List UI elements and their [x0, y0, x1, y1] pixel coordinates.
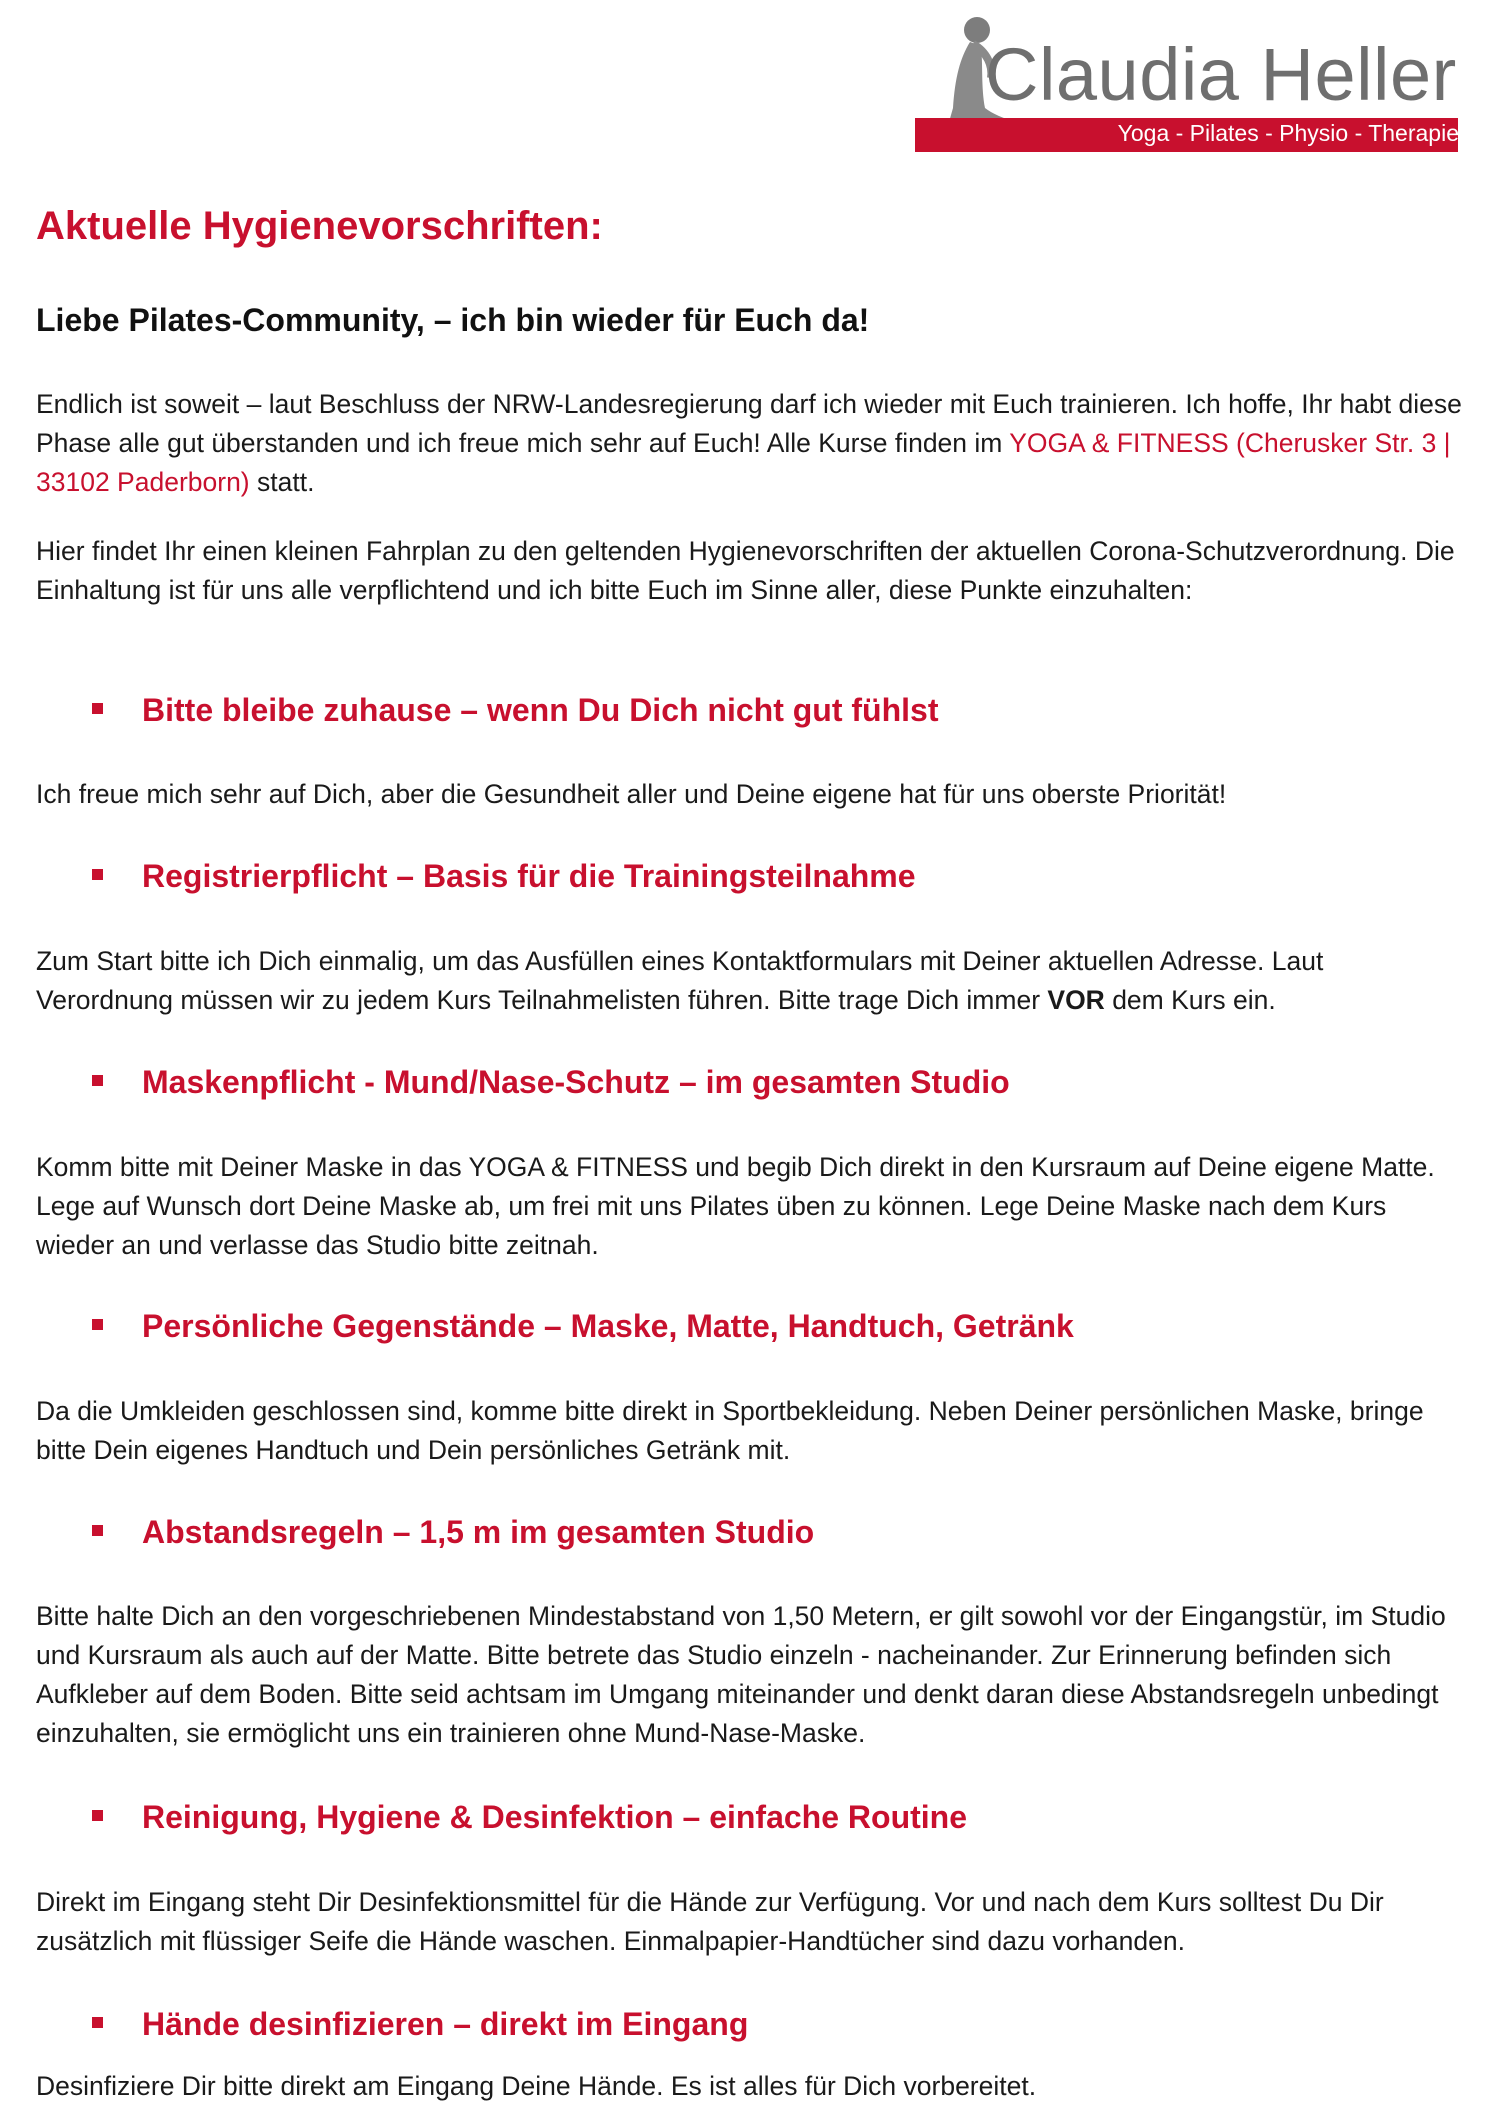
section-heading-cleaning: Reinigung, Hygiene & Desinfektion – einfache Routine — [92, 1799, 967, 1836]
section-heading-stay-home: Bitte bleibe zuhause – wenn Du Dich nicht gut fühlst — [92, 692, 938, 729]
bullet-square-icon — [92, 2017, 103, 2028]
section-heading-distance: Abstandsregeln – 1,5 m im gesamten Studio — [92, 1514, 814, 1551]
page-title: Aktuelle Hygienevorschriften: — [36, 204, 603, 248]
section-heading-mask: Maskenpflicht - Mund/Nase-Schutz – im gesamten Studio — [92, 1064, 1010, 1101]
intro-text: Endlich ist soweit – laut Beschluss der NRW-Landesregierung darf ich wieder mit Euch trainieren. Ich hoffe, Ihr habt diese Phase alle gut überstanden und ich freue mich sehr auf Euch! Alle Kurse finden im — [36, 389, 1462, 458]
section-heading-personal-items: Persönliche Gegenstände – Maske, Matte, Handtuch, Getränk — [92, 1308, 1074, 1345]
roadmap-paragraph: Hier findet Ihr einen kleinen Fahrplan zu den geltenden Hygienevorschriften der aktuellen Corona-Schutzverordnung. Die Einhaltung ist für uns alle verpflichtend und ich bitte Euch im Sinne aller, diese Punkte einzuhalten: — [36, 536, 1455, 605]
intro-text-end: statt. — [249, 467, 315, 497]
section-body-stay-home: Ich freue mich sehr auf Dich, aber die Gesundheit aller und Deine eigene hat für uns oberste Priorität! — [36, 779, 1227, 809]
bullet-square-icon — [92, 1319, 103, 1330]
intro-paragraph — [36, 385, 1466, 502]
bullet-square-icon — [92, 1810, 103, 1821]
bullet-square-icon — [92, 1075, 103, 1086]
bullet-square-icon — [92, 869, 103, 880]
section-body-personal-items: Da die Umkleiden geschlossen sind, komme bitte direkt in Sportbekleidung. Neben Deiner persönlichen Maske, bringe bitte Dein eigenes Handtuch und Dein persönliches Getränk mit. — [36, 1396, 1424, 1465]
section-heading-disinfect-hands: Hände desinfizieren – direkt im Eingang — [92, 2006, 748, 2043]
bullet-square-icon — [92, 1525, 103, 1536]
section-heading-registration: Registrierpflicht – Basis für die Trainingsteilnahme — [92, 858, 916, 895]
section-body-disinfect-hands: Desinfiziere Dir bitte direkt am Eingang Deine Hände. Es ist alles für Dich vorbereitet. — [36, 2071, 1037, 2101]
section-body-mask: Komm bitte mit Deiner Maske in das YOGA & FITNESS und begib Dich direkt in den Kursraum auf Deine eigene Matte. Lege auf Wunsch dort Deine Maske ab, um frei mit uns Pilates üben zu können. Lege Deine Maske nach dem Kurs wieder an und verlasse das Studio bitte zeitnah. — [36, 1152, 1435, 1260]
logo-tagline: Yoga - Pilates - Physio - Therapie — [1117, 120, 1459, 146]
section-body-cleaning: Direkt im Eingang steht Dir Desinfektionsmittel für die Hände zur Verfügung. Vor und nach dem Kurs solltest Du Dir zusätzlich mit flüssiger Seife die Hände waschen. Einmalpapier-Handtücher sind dazu vorhanden. — [36, 1887, 1384, 1956]
bullet-square-icon — [92, 703, 103, 714]
brand-logo — [915, 8, 1465, 150]
section-body-distance: Bitte halte Dich an den vorgeschriebenen Mindestabstand von 1,50 Metern, er gilt sowohl vor der Eingangstür, im Studio und Kursraum als auch auf der Matte. Bitte betrete das Studio einzeln - nacheinander. Zur Erinnerung befinden sich Aufkleber auf dem Boden. Bitte seid achtsam im Umgang miteinander und denkt daran diese Abstandsregeln unbedingt einzuhalten, sie ermöglicht uns ein trainieren ohne Mund-Nase-Maske. — [36, 1601, 1446, 1748]
greeting-heading: Liebe Pilates-Community, – ich bin wieder für Euch da! — [36, 302, 870, 338]
section-body-registration: Zum Start bitte ich Dich einmalig, um das Ausfüllen eines Kontaktformulars mit Deiner aktuellen Adresse. Laut Verordnung müssen wir zu jedem Kurs Teilnahmelisten führen. Bitte trage Dich immer VOR dem Kurs ein. — [36, 946, 1324, 1015]
logo-name: Claudia Heller — [985, 33, 1457, 116]
location-highlight: YOGA & FITNESS (Cherusker Str. 3 | 33102 Paderborn) — [36, 428, 1451, 497]
emphasis-vor: VOR — [1047, 985, 1105, 1015]
